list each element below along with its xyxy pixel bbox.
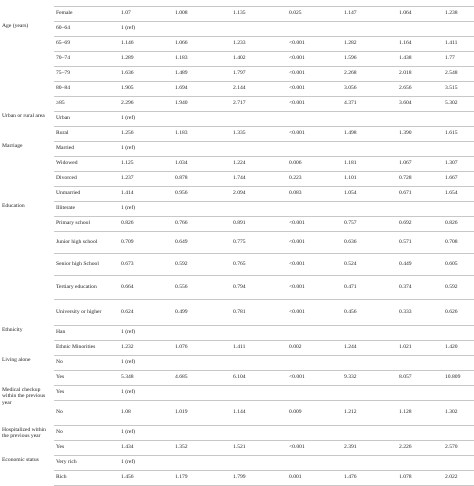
table-cell: 0.456 bbox=[342, 299, 397, 325]
table-cell: 0.009 bbox=[287, 400, 342, 425]
table-cell: 2.548 bbox=[443, 66, 474, 81]
table-cell bbox=[443, 325, 474, 340]
table-cell bbox=[173, 385, 231, 400]
table-cell: 0.333 bbox=[397, 299, 443, 325]
table-cell bbox=[342, 111, 397, 126]
table-cell bbox=[173, 325, 231, 340]
table-cell: 0.765 bbox=[231, 253, 287, 275]
row-label: 60–64 bbox=[54, 21, 119, 36]
row-label: Yes bbox=[54, 385, 119, 400]
table-cell: <0.001 bbox=[287, 299, 342, 325]
table-cell bbox=[287, 355, 342, 370]
row-label: 80–84 bbox=[54, 81, 119, 96]
row-label: Tertiary education bbox=[54, 275, 119, 299]
table-row bbox=[0, 186, 474, 201]
table-cell: 1.128 bbox=[397, 400, 443, 425]
table-cell bbox=[287, 425, 342, 440]
table-cell: 1.352 bbox=[173, 440, 231, 455]
table-row bbox=[0, 81, 474, 96]
table-cell: 2.022 bbox=[443, 470, 474, 485]
table-cell: 0.374 bbox=[397, 275, 443, 299]
table-cell: 1.146 bbox=[119, 36, 173, 51]
table-cell: 1.476 bbox=[342, 470, 397, 485]
table-cell: 0.673 bbox=[119, 253, 173, 275]
row-label: Primary school bbox=[54, 216, 119, 231]
table-cell: 0.471 bbox=[342, 275, 397, 299]
table-cell: 1.183 bbox=[173, 51, 231, 66]
table-cell: <0.001 bbox=[287, 216, 342, 231]
table-cell: 0.649 bbox=[173, 231, 231, 253]
table-cell bbox=[231, 111, 287, 126]
table-cell: 4.685 bbox=[173, 370, 231, 385]
table-cell: 1.232 bbox=[119, 340, 173, 355]
table-cell: 1.066 bbox=[173, 36, 231, 51]
table-cell: 1.940 bbox=[173, 96, 231, 111]
table-cell: 1.256 bbox=[119, 126, 173, 141]
table-cell bbox=[287, 111, 342, 126]
table-cell: <0.001 bbox=[287, 96, 342, 111]
table-cell: 1 (ref) bbox=[119, 111, 173, 126]
table-cell: 1.596 bbox=[342, 51, 397, 66]
category-label: Age (years) bbox=[2, 23, 29, 29]
table-cell: 0.728 bbox=[397, 171, 443, 186]
table-cell: 1.390 bbox=[397, 126, 443, 141]
row-label: Rural bbox=[54, 126, 119, 141]
table-cell: 0.664 bbox=[119, 275, 173, 299]
table-cell: 1.615 bbox=[443, 126, 474, 141]
table-cell: <0.001 bbox=[287, 231, 342, 253]
table-cell: 0.592 bbox=[443, 275, 474, 299]
category-label: Medical checkup within the previous year bbox=[2, 387, 46, 406]
table-cell: 1.456 bbox=[119, 470, 173, 485]
table-cell: 1.335 bbox=[231, 126, 287, 141]
table-cell: 0.499 bbox=[173, 299, 231, 325]
table-cell bbox=[443, 355, 474, 370]
table-cell: 1.654 bbox=[443, 186, 474, 201]
table-cell: 1 (ref) bbox=[119, 201, 173, 216]
table-cell: 1 (ref) bbox=[119, 141, 173, 156]
table-row bbox=[0, 111, 474, 126]
table-cell: 1.667 bbox=[443, 171, 474, 186]
table-cell: 1.183 bbox=[173, 126, 231, 141]
table-cell: 0.708 bbox=[443, 231, 474, 253]
table-cell: 2.656 bbox=[397, 81, 443, 96]
table-cell: 1.302 bbox=[443, 400, 474, 425]
row-label: Married bbox=[54, 141, 119, 156]
table-cell: 1.636 bbox=[119, 66, 173, 81]
category-label: Hospitalized within the previous year bbox=[2, 427, 46, 440]
table-cell: <0.001 bbox=[287, 370, 342, 385]
table-cell: 1.402 bbox=[231, 51, 287, 66]
table-cell: 1.08 bbox=[119, 400, 173, 425]
table-cell bbox=[287, 325, 342, 340]
table-cell: 1.233 bbox=[231, 36, 287, 51]
table-cell: 1.498 bbox=[342, 126, 397, 141]
table-cell: 1.434 bbox=[119, 440, 173, 455]
table-cell: 0.781 bbox=[231, 299, 287, 325]
table-cell: <0.001 bbox=[287, 36, 342, 51]
table-row bbox=[0, 370, 474, 385]
table-cell: 1.307 bbox=[443, 156, 474, 171]
table-row bbox=[0, 253, 474, 275]
table-cell bbox=[287, 141, 342, 156]
table-cell: 5.348 bbox=[119, 370, 173, 385]
table-cell: 1 (ref) bbox=[119, 21, 173, 36]
table-row bbox=[0, 400, 474, 425]
table-cell bbox=[287, 201, 342, 216]
table-cell: 0.956 bbox=[173, 186, 231, 201]
table-cell: 0.223 bbox=[287, 171, 342, 186]
table-cell bbox=[342, 425, 397, 440]
table-cell: 2.717 bbox=[231, 96, 287, 111]
table-cell: 2.391 bbox=[342, 440, 397, 455]
category-label: Education bbox=[2, 203, 25, 209]
table-cell: 1.420 bbox=[443, 340, 474, 355]
row-label: Illiterate bbox=[54, 201, 119, 216]
table-cell: 2.018 bbox=[397, 66, 443, 81]
table-cell: 0.624 bbox=[119, 299, 173, 325]
table-cell: <0.001 bbox=[287, 275, 342, 299]
table-cell bbox=[342, 385, 397, 400]
table-cell: 1.078 bbox=[397, 470, 443, 485]
table-cell: 0.826 bbox=[119, 216, 173, 231]
category-label: Marriage bbox=[2, 143, 23, 149]
table-row bbox=[0, 470, 474, 485]
table-cell: 1.411 bbox=[231, 340, 287, 355]
table-cell: 1.244 bbox=[342, 340, 397, 355]
row-label: Rich bbox=[54, 470, 119, 485]
table-cell: 1.008 bbox=[173, 6, 231, 21]
table-cell: 1.054 bbox=[342, 186, 397, 201]
table-cell bbox=[443, 385, 474, 400]
table-row bbox=[0, 216, 474, 231]
table-row bbox=[0, 425, 474, 440]
table-row bbox=[0, 340, 474, 355]
table-row bbox=[0, 96, 474, 111]
table-cell: 2.144 bbox=[231, 81, 287, 96]
table-cell: 0.636 bbox=[342, 231, 397, 253]
table-cell bbox=[287, 455, 342, 470]
table-cell bbox=[173, 425, 231, 440]
table-cell: 1.438 bbox=[397, 51, 443, 66]
table-cell: 0.766 bbox=[173, 216, 231, 231]
table-cell bbox=[443, 201, 474, 216]
table-cell bbox=[397, 141, 443, 156]
row-label: Yes bbox=[54, 370, 119, 385]
table-cell: 1 (ref) bbox=[119, 455, 173, 470]
table-row bbox=[0, 455, 474, 470]
table-cell: 1.021 bbox=[397, 340, 443, 355]
table-cell bbox=[173, 455, 231, 470]
table-row bbox=[0, 66, 474, 81]
table-row bbox=[0, 171, 474, 186]
table-cell bbox=[231, 325, 287, 340]
row-label: Divorced bbox=[54, 171, 119, 186]
table-cell bbox=[443, 111, 474, 126]
table-cell bbox=[397, 385, 443, 400]
category-label: Urban or rural area bbox=[2, 113, 45, 119]
table-cell: 3.515 bbox=[443, 81, 474, 96]
table-cell bbox=[173, 355, 231, 370]
table-cell bbox=[443, 425, 474, 440]
table-cell bbox=[287, 385, 342, 400]
table-cell: 1.799 bbox=[231, 470, 287, 485]
table-cell bbox=[342, 355, 397, 370]
table-cell bbox=[342, 21, 397, 36]
category-label bbox=[0, 0, 54, 21]
table-cell bbox=[443, 21, 474, 36]
table-cell: 0.878 bbox=[173, 171, 231, 186]
table-row bbox=[0, 201, 474, 216]
table-cell: 1.744 bbox=[231, 171, 287, 186]
table-row bbox=[0, 325, 474, 340]
table-cell: 4.371 bbox=[342, 96, 397, 111]
table-cell: <0.001 bbox=[287, 66, 342, 81]
table-cell: 1.224 bbox=[231, 156, 287, 171]
table-cell bbox=[397, 201, 443, 216]
table-cell: 0.891 bbox=[231, 216, 287, 231]
row-label: Unmarried bbox=[54, 186, 119, 201]
table-cell bbox=[231, 141, 287, 156]
table-row bbox=[0, 355, 474, 370]
table-cell: <0.001 bbox=[287, 440, 342, 455]
table-cell bbox=[173, 21, 231, 36]
table-cell bbox=[231, 21, 287, 36]
row-label: Yes bbox=[54, 440, 119, 455]
table-cell: 10.809 bbox=[443, 370, 474, 385]
table-cell: 1.076 bbox=[173, 340, 231, 355]
table-cell: 2.296 bbox=[119, 96, 173, 111]
table-cell bbox=[342, 455, 397, 470]
table-cell bbox=[342, 325, 397, 340]
table-cell: 1.797 bbox=[231, 66, 287, 81]
row-label: Female bbox=[54, 6, 119, 21]
table-cell: 0.671 bbox=[397, 186, 443, 201]
table-cell: 0.449 bbox=[397, 253, 443, 275]
table-cell: 0.775 bbox=[231, 231, 287, 253]
table-cell: 1.125 bbox=[119, 156, 173, 171]
row-label: No bbox=[54, 400, 119, 425]
table-cell: 1.144 bbox=[231, 400, 287, 425]
table-cell: 1 (ref) bbox=[119, 325, 173, 340]
row-label: 70–74 bbox=[54, 51, 119, 66]
table-row bbox=[0, 36, 474, 51]
table-cell bbox=[231, 425, 287, 440]
table-cell: 0.006 bbox=[287, 156, 342, 171]
table-cell: 1.238 bbox=[443, 6, 474, 21]
table-cell: 2.226 bbox=[397, 440, 443, 455]
table-cell: 1.77 bbox=[443, 51, 474, 66]
table-row bbox=[0, 156, 474, 171]
table-row bbox=[0, 275, 474, 299]
table-cell bbox=[231, 201, 287, 216]
table-cell bbox=[342, 141, 397, 156]
row-label: 65–69 bbox=[54, 36, 119, 51]
table-cell: 0.692 bbox=[397, 216, 443, 231]
category-label: Living alone bbox=[2, 357, 31, 363]
table-cell: 1.181 bbox=[342, 156, 397, 171]
table-cell: 1.289 bbox=[119, 51, 173, 66]
table-row bbox=[0, 440, 474, 455]
row-label: 75–79 bbox=[54, 66, 119, 81]
table-cell: 0.626 bbox=[443, 299, 474, 325]
row-label: Han bbox=[54, 325, 119, 340]
category-label: Economic status bbox=[2, 457, 39, 463]
table-cell bbox=[397, 111, 443, 126]
table-cell: 1 (ref) bbox=[119, 385, 173, 400]
table-cell bbox=[173, 201, 231, 216]
table-cell: 0.826 bbox=[443, 216, 474, 231]
table-cell: 1.07 bbox=[119, 6, 173, 21]
row-label: Very rich bbox=[54, 455, 119, 470]
table-row bbox=[0, 6, 474, 21]
table-cell bbox=[397, 355, 443, 370]
table-cell: 1.237 bbox=[119, 171, 173, 186]
table-cell: 1.414 bbox=[119, 186, 173, 201]
row-label: ≥85 bbox=[54, 96, 119, 111]
table-cell bbox=[397, 455, 443, 470]
table-cell bbox=[342, 201, 397, 216]
row-label: Junior high school bbox=[54, 231, 119, 253]
table-cell bbox=[397, 21, 443, 36]
table-cell: 8.057 bbox=[397, 370, 443, 385]
table-cell: 0.794 bbox=[231, 275, 287, 299]
table-cell: 1.179 bbox=[173, 470, 231, 485]
table-cell: 1.019 bbox=[173, 400, 231, 425]
table-cell: 0.605 bbox=[443, 253, 474, 275]
table-cell: <0.001 bbox=[287, 126, 342, 141]
table-row bbox=[0, 385, 474, 400]
table-cell: 0.556 bbox=[173, 275, 231, 299]
table-cell bbox=[231, 385, 287, 400]
category-label: Ethnicity bbox=[2, 327, 23, 333]
table-cell: 1.411 bbox=[443, 36, 474, 51]
table-cell: 1.282 bbox=[342, 36, 397, 51]
table-cell bbox=[443, 455, 474, 470]
table-cell: 1.064 bbox=[397, 6, 443, 21]
table-cell: 0.083 bbox=[287, 186, 342, 201]
table-cell: 0.592 bbox=[173, 253, 231, 275]
table-cell bbox=[173, 111, 231, 126]
table-cell: 0.025 bbox=[287, 6, 342, 21]
table-cell: 1.067 bbox=[397, 156, 443, 171]
table-cell: 5.302 bbox=[443, 96, 474, 111]
table-cell bbox=[287, 21, 342, 36]
table-cell: 1 (ref) bbox=[119, 355, 173, 370]
table-cell: 9.332 bbox=[342, 370, 397, 385]
table-cell: 1.521 bbox=[231, 440, 287, 455]
table-cell: 1.164 bbox=[397, 36, 443, 51]
table-row bbox=[0, 231, 474, 253]
row-label: No bbox=[54, 355, 119, 370]
table-cell: 1.212 bbox=[342, 400, 397, 425]
table-cell: 2.570 bbox=[443, 440, 474, 455]
row-label: Widowed bbox=[54, 156, 119, 171]
table-cell bbox=[443, 141, 474, 156]
row-label: University or higher bbox=[54, 299, 119, 325]
row-label: Ethnic Minorities bbox=[54, 340, 119, 355]
table-row bbox=[0, 126, 474, 141]
table-cell: 3.056 bbox=[342, 81, 397, 96]
table-cell: 0.571 bbox=[397, 231, 443, 253]
table-cell: 0.002 bbox=[287, 340, 342, 355]
table-cell: 1.034 bbox=[173, 156, 231, 171]
table-cell bbox=[397, 425, 443, 440]
table-cell: 1.135 bbox=[231, 6, 287, 21]
table-cell: 1 (ref) bbox=[119, 425, 173, 440]
table-cell: 0.001 bbox=[287, 470, 342, 485]
table-cell: 1.489 bbox=[173, 66, 231, 81]
table-cell bbox=[231, 455, 287, 470]
table-cell: <0.001 bbox=[287, 81, 342, 96]
table-cell: <0.001 bbox=[287, 253, 342, 275]
table-cell: 3.604 bbox=[397, 96, 443, 111]
table-cell bbox=[173, 141, 231, 156]
row-label: Urban bbox=[54, 111, 119, 126]
table-cell: 2.268 bbox=[342, 66, 397, 81]
table-cell: 1.147 bbox=[342, 6, 397, 21]
table-cell: <0.001 bbox=[287, 51, 342, 66]
table-cell: 0.524 bbox=[342, 253, 397, 275]
table-row bbox=[0, 21, 474, 36]
row-label: No bbox=[54, 425, 119, 440]
table-cell: 0.709 bbox=[119, 231, 173, 253]
table-cell: 0.757 bbox=[342, 216, 397, 231]
table-cell: 6.104 bbox=[231, 370, 287, 385]
table-cell: 2.094 bbox=[231, 186, 287, 201]
table-row bbox=[0, 141, 474, 156]
table-cell: 1.905 bbox=[119, 81, 173, 96]
table-cell: 1.694 bbox=[173, 81, 231, 96]
table-cell bbox=[397, 325, 443, 340]
table-row bbox=[0, 51, 474, 66]
table-cell bbox=[231, 355, 287, 370]
row-label: Senior high School bbox=[54, 253, 119, 275]
table-row bbox=[0, 299, 474, 325]
table-cell: 1.101 bbox=[342, 171, 397, 186]
